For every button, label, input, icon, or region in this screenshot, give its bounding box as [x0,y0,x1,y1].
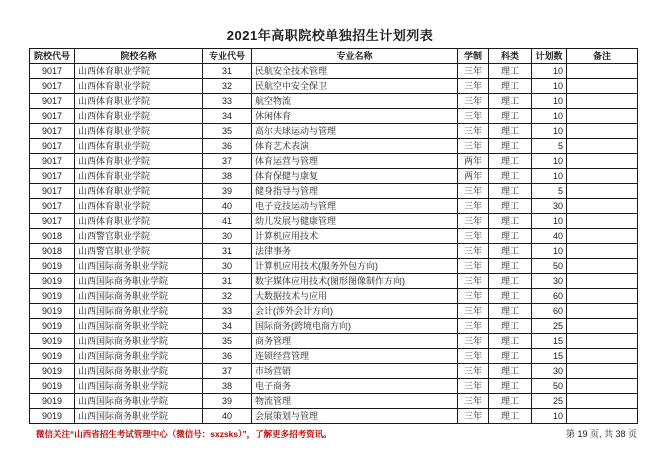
cell-major-code: 32 [203,79,252,94]
table-header [30,49,638,64]
cell-category: 理工 [489,409,532,424]
cell-college-name: 山西国际商务职业学院 [75,289,203,304]
table-row [30,289,638,304]
cell-remark [567,184,638,199]
cell-category: 理工 [489,139,532,154]
cell-major-name: 健身指导与管理 [252,184,458,199]
cell-college-code: 9017 [30,124,75,139]
cell-duration: 三年 [458,109,489,124]
table-row [30,124,638,139]
cell-remark [567,289,638,304]
table-row [30,169,638,184]
cell-college-name: 山西国际商务职业学院 [75,334,203,349]
cell-college-name: 山西体育职业学院 [75,79,203,94]
header-remark: 备注 [567,49,638,64]
table-row [30,334,638,349]
cell-category: 理工 [489,364,532,379]
cell-college-name: 山西国际商务职业学院 [75,349,203,364]
table-row [30,409,638,424]
cell-plan-count: 15 [532,349,567,364]
cell-remark [567,214,638,229]
cell-major-code: 32 [203,289,252,304]
page-number-text: 第 19 页, 共 38 页 [565,429,637,439]
cell-remark [567,409,638,424]
cell-remark [567,199,638,214]
cell-duration: 三年 [458,379,489,394]
cell-category: 理工 [489,94,532,109]
table-row [30,154,638,169]
cell-category: 理工 [489,244,532,259]
cell-plan-count: 10 [532,214,567,229]
cell-category: 理工 [489,154,532,169]
cell-remark [567,364,638,379]
cell-college-name: 山西体育职业学院 [75,154,203,169]
table-row [30,214,638,229]
cell-major-code: 35 [203,334,252,349]
cell-major-code: 37 [203,154,252,169]
table-row [30,319,638,334]
header-major-code: 专业代号 [203,49,252,64]
cell-major-name: 数字媒体应用技术(图形图像制作方向) [252,274,458,289]
cell-category: 理工 [489,319,532,334]
cell-duration: 三年 [458,184,489,199]
table-row [30,304,638,319]
cell-duration: 三年 [458,139,489,154]
cell-college-name: 山西体育职业学院 [75,109,203,124]
cell-college-code: 9017 [30,214,75,229]
cell-college-name: 山西体育职业学院 [75,214,203,229]
cell-plan-count: 10 [532,79,567,94]
cell-major-code: 31 [203,64,252,79]
cell-plan-count: 5 [532,139,567,154]
cell-major-code: 35 [203,124,252,139]
header-duration: 学制 [458,49,489,64]
cell-plan-count: 10 [532,109,567,124]
cell-plan-count: 60 [532,304,567,319]
cell-duration: 三年 [458,349,489,364]
cell-plan-count: 60 [532,289,567,304]
table-row [30,244,638,259]
cell-major-code: 36 [203,349,252,364]
cell-major-name: 民航安全技术管理 [252,64,458,79]
cell-college-name: 山西警官职业学院 [75,229,203,244]
cell-college-name: 山西国际商务职业学院 [75,274,203,289]
cell-category: 理工 [489,349,532,364]
cell-college-name: 山西警官职业学院 [75,244,203,259]
cell-college-code: 9019 [30,319,75,334]
cell-college-name: 山西国际商务职业学院 [75,304,203,319]
cell-college-code: 9017 [30,139,75,154]
cell-major-name: 幼儿发展与健康管理 [252,214,458,229]
cell-category: 理工 [489,109,532,124]
cell-college-name: 山西体育职业学院 [75,199,203,214]
cell-college-name: 山西体育职业学院 [75,169,203,184]
cell-plan-count: 10 [532,94,567,109]
cell-category: 理工 [489,79,532,94]
cell-college-name: 山西体育职业学院 [75,139,203,154]
cell-remark [567,259,638,274]
cell-major-code: 40 [203,199,252,214]
header-college-code: 院校代号 [30,49,75,64]
cell-remark [567,334,638,349]
cell-plan-count: 25 [532,319,567,334]
table-row [30,94,638,109]
cell-remark [567,109,638,124]
cell-college-code: 9017 [30,79,75,94]
table-row [30,349,638,364]
cell-college-name: 山西国际商务职业学院 [75,319,203,334]
cell-category: 理工 [489,394,532,409]
cell-college-name: 山西体育职业学院 [75,184,203,199]
table-row [30,379,638,394]
cell-college-name: 山西国际商务职业学院 [75,409,203,424]
cell-major-code: 34 [203,109,252,124]
cell-category: 理工 [489,214,532,229]
cell-major-code: 31 [203,274,252,289]
header-category: 科类 [489,49,532,64]
cell-college-code: 9017 [30,64,75,79]
table-row [30,259,638,274]
table-row [30,199,638,214]
cell-plan-count: 10 [532,154,567,169]
cell-college-name: 山西体育职业学院 [75,94,203,109]
cell-major-name: 法律事务 [252,244,458,259]
table-row [30,79,638,94]
cell-plan-count: 10 [532,244,567,259]
cell-duration: 两年 [458,169,489,184]
cell-major-code: 41 [203,214,252,229]
table-row [30,64,638,79]
cell-remark [567,274,638,289]
cell-college-code: 9017 [30,94,75,109]
cell-major-name: 物流管理 [252,394,458,409]
cell-college-code: 9019 [30,334,75,349]
table-body [30,64,638,424]
cell-college-name: 山西体育职业学院 [75,64,203,79]
cell-college-name: 山西国际商务职业学院 [75,394,203,409]
cell-major-name: 大数据技术与应用 [252,289,458,304]
cell-major-name: 体育运营与管理 [252,154,458,169]
cell-plan-count: 30 [532,364,567,379]
cell-category: 理工 [489,229,532,244]
header-plan-count: 计划数 [532,49,567,64]
cell-plan-count: 10 [532,409,567,424]
cell-category: 理工 [489,304,532,319]
cell-college-code: 9018 [30,229,75,244]
cell-plan-count: 50 [532,379,567,394]
cell-duration: 三年 [458,304,489,319]
cell-major-name: 体育保健与康复 [252,169,458,184]
cell-category: 理工 [489,379,532,394]
cell-duration: 三年 [458,124,489,139]
cell-major-name: 国际商务(跨境电商方向) [252,319,458,334]
cell-duration: 两年 [458,154,489,169]
cell-major-code: 31 [203,244,252,259]
table-row [30,394,638,409]
cell-remark [567,154,638,169]
table-row [30,139,638,154]
cell-duration: 三年 [458,79,489,94]
cell-remark [567,244,638,259]
table-row [30,184,638,199]
cell-major-name: 航空物流 [252,94,458,109]
table-header-row [30,49,638,64]
cell-major-name: 连锁经营管理 [252,349,458,364]
cell-college-code: 9019 [30,394,75,409]
cell-major-code: 37 [203,364,252,379]
cell-remark [567,94,638,109]
cell-plan-count: 5 [532,184,567,199]
cell-duration: 三年 [458,394,489,409]
cell-major-code: 39 [203,394,252,409]
cell-college-code: 9018 [30,244,75,259]
cell-major-code: 33 [203,94,252,109]
cell-duration: 三年 [458,94,489,109]
cell-plan-count: 40 [532,229,567,244]
cell-college-name: 山西国际商务职业学院 [75,259,203,274]
cell-major-code: 38 [203,169,252,184]
cell-major-name: 高尔夫球运动与管理 [252,124,458,139]
cell-college-name: 山西国际商务职业学院 [75,364,203,379]
cell-major-name: 电子竞技运动与管理 [252,199,458,214]
cell-duration: 三年 [458,274,489,289]
cell-duration: 三年 [458,319,489,334]
cell-remark [567,79,638,94]
cell-major-code: 38 [203,379,252,394]
cell-category: 理工 [489,169,532,184]
cell-duration: 三年 [458,334,489,349]
table-row [30,109,638,124]
cell-category: 理工 [489,259,532,274]
cell-remark [567,229,638,244]
wechat-notice-text: 微信关注“山西省招生考试管理中心（微信号：sxzsks）”，了解更多招考资讯。 [36,429,332,439]
cell-duration: 三年 [458,199,489,214]
cell-remark [567,319,638,334]
cell-major-code: 36 [203,139,252,154]
cell-category: 理工 [489,199,532,214]
cell-college-name: 山西国际商务职业学院 [75,379,203,394]
cell-remark [567,124,638,139]
cell-remark [567,64,638,79]
cell-college-code: 9017 [30,169,75,184]
cell-college-code: 9019 [30,409,75,424]
cell-college-code: 9019 [30,289,75,304]
cell-category: 理工 [489,289,532,304]
cell-major-code: 30 [203,259,252,274]
cell-college-code: 9017 [30,109,75,124]
cell-plan-count: 25 [532,394,567,409]
page-title: 2021年高职院校单独招生计划列表 [226,28,434,43]
cell-remark [567,304,638,319]
cell-duration: 三年 [458,214,489,229]
cell-remark [567,139,638,154]
cell-college-code: 9019 [30,259,75,274]
cell-major-name: 体育艺术表演 [252,139,458,154]
cell-college-code: 9019 [30,304,75,319]
table-row [30,229,638,244]
cell-major-code: 40 [203,409,252,424]
enrollment-plan-table [29,48,638,424]
cell-major-name: 电子商务 [252,379,458,394]
cell-college-code: 9017 [30,184,75,199]
cell-category: 理工 [489,274,532,289]
cell-major-name: 计算机应用技术(服务外包方向) [252,259,458,274]
cell-plan-count: 15 [532,334,567,349]
cell-plan-count: 50 [532,259,567,274]
cell-college-code: 9019 [30,349,75,364]
cell-remark [567,169,638,184]
cell-college-code: 9017 [30,199,75,214]
cell-plan-count: 30 [532,274,567,289]
cell-duration: 三年 [458,364,489,379]
cell-college-name: 山西体育职业学院 [75,124,203,139]
cell-major-name: 商务管理 [252,334,458,349]
table-row [30,364,638,379]
cell-plan-count: 10 [532,124,567,139]
cell-college-code: 9017 [30,154,75,169]
cell-major-code: 33 [203,304,252,319]
cell-major-name: 计算机应用技术 [252,229,458,244]
cell-duration: 三年 [458,244,489,259]
cell-major-name: 休闲体育 [252,109,458,124]
cell-plan-count: 30 [532,199,567,214]
cell-category: 理工 [489,64,532,79]
cell-major-code: 39 [203,184,252,199]
cell-major-code: 30 [203,229,252,244]
cell-college-code: 9019 [30,274,75,289]
cell-category: 理工 [489,334,532,349]
page-footer [29,427,637,440]
header-college-name: 院校名称 [75,49,203,64]
cell-plan-count: 10 [532,169,567,184]
cell-duration: 三年 [458,289,489,304]
cell-duration: 三年 [458,409,489,424]
cell-duration: 三年 [458,64,489,79]
cell-major-name: 市场营销 [252,364,458,379]
cell-duration: 三年 [458,259,489,274]
cell-remark [567,394,638,409]
cell-college-code: 9019 [30,364,75,379]
table-row [30,274,638,289]
cell-duration: 三年 [458,229,489,244]
header-major-name: 专业名称 [252,49,458,64]
cell-college-code: 9019 [30,379,75,394]
cell-plan-count: 10 [532,64,567,79]
cell-major-code: 34 [203,319,252,334]
cell-category: 理工 [489,184,532,199]
cell-major-name: 民航空中安全保卫 [252,79,458,94]
cell-major-name: 会展策划与管理 [252,409,458,424]
cell-major-name: 会计(涉外会计方向) [252,304,458,319]
cell-remark [567,349,638,364]
cell-remark [567,379,638,394]
cell-category: 理工 [489,124,532,139]
